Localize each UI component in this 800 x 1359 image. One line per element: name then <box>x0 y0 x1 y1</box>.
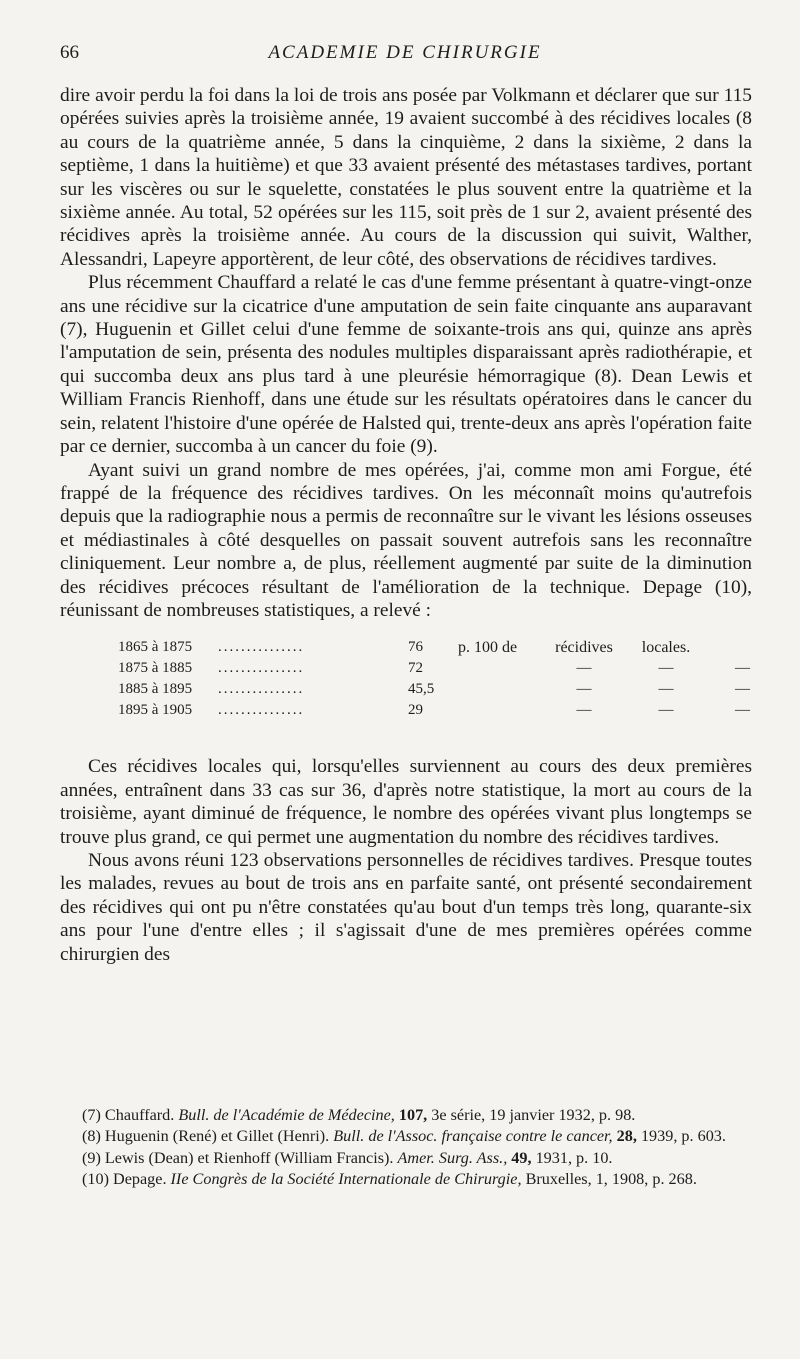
footnote-number: (8) <box>82 1127 101 1146</box>
paragraph: Nous avons réuni 123 observations personnelles de récidives tardives. Presque toutes les malades, revues au bout de trois ans en parfaite santé, ont présenté secondairement des récidives qui ont pu n'être constatées qu'au bout d'un temps très long, quarante-six ans pour l'une d'entre elles ; il s'agissait d'une de mes premières opérées comme chirurgien des <box>60 849 752 965</box>
ditto-mark: — <box>735 702 750 719</box>
paragraph: Ayant suivi un grand nombre de mes opérées, j'ai, comme mon ami Forgue, été frappé de la fréquence des récidives tardives. On les méconnaît moins qu'autrefois depuis que la radiographie nous a permis de reconnaître sur le vivant les lésions osseuses et médiastinales à côté desquelles on passait souvent autrefois sans les reconnaître cliniquement. Leur nombre a, de plus, réellement augmenté par suite de la diminution des récidives précoces résultant de l'amélioration de la technique. Depage (10), réunissant de nombreuses statistiques, a relevé : <box>60 459 752 621</box>
ditto-mark: — <box>658 702 674 719</box>
rate-unit <box>458 679 538 700</box>
recurrence-statistics-table <box>118 637 750 721</box>
table-row <box>118 700 750 721</box>
footnote-title: Amer. Surg. Ass., <box>397 1148 508 1167</box>
footnote-number: (10) <box>82 1169 109 1188</box>
rate-value: 29 <box>408 702 423 719</box>
table-row <box>118 679 750 700</box>
page-header <box>60 42 750 68</box>
period: 1875 à 1885 <box>118 660 193 677</box>
body-text <box>60 84 752 966</box>
footnote-details: Bruxelles, 1, 1908, p. 268. <box>525 1169 697 1188</box>
paragraph: Ces récidives locales qui, lorsqu'elles surviennent au cours des deux premières années, entraînent dans 33 cas sur 36, d'après notre statistique, la mort au cours de la troisième, ayant diminué de fréquence, le nombre des opérées vivant plus longtemps se trouve plus grand, ce qui permet une augmentation du nombre des récidives tardives. <box>60 756 752 848</box>
leader-dots: ............... <box>218 702 305 719</box>
footnotes <box>60 1105 752 1190</box>
footnote-author: Chauffard. <box>104 1106 175 1124</box>
footnote-details: 1931, p. 10. <box>535 1148 613 1167</box>
rate-value: 76 <box>408 639 423 656</box>
ditto-mark: — <box>658 681 674 698</box>
page-number: 66 <box>60 42 79 63</box>
period: 1895 à 1905 <box>118 702 193 719</box>
footnote-number: (9) <box>82 1148 101 1167</box>
ditto-mark: — <box>735 660 750 677</box>
ditto-mark: — <box>576 681 592 698</box>
ditto-mark: — <box>576 702 592 719</box>
table-row <box>118 658 750 679</box>
footnote-author: Depage. <box>113 1169 167 1188</box>
running-head: ACADEMIE DE CHIRURGIE <box>268 42 542 63</box>
leader-dots: ............... <box>218 639 305 656</box>
footnote-title: Bull. de l'Académie de Médecine, <box>178 1106 395 1124</box>
leader-dots: ............... <box>218 681 305 698</box>
ditto-mark: — <box>658 660 674 677</box>
column-locales: locales. <box>641 639 691 657</box>
rate-unit <box>458 658 538 679</box>
paragraph: Plus récemment Chauffard a relaté le cas d'une femme présentant à quatre-vingt-onze ans une récidive sur la cicatrice d'une amputation de sein faite cinquante ans auparavant (7), Huguenin et Gillet celui d'une femme de soixante-trois ans qui, quinze ans après l'amputation de sein, présenta des nodules multiples disparaissant après radiothérapie, et qui succomba deux ans plus tard à une pleurésie hémorragique (8). Dean Lewis et William Francis Rienhoff, dans une étude sur les résultats opératoires dans le cancer du sein, relatent l'histoire d'une opérée de Halsted qui, trente-deux ans après l'opération faite par ce dernier, succomba à un cancer du foie (9). <box>60 272 752 458</box>
column-recidives: récidives <box>555 639 613 657</box>
table-row <box>118 637 750 658</box>
footnote-details: 3e série, 19 janvier 1932, p. 98. <box>431 1106 636 1124</box>
footnote-author: Huguenin (René) et Gillet (Henri). <box>104 1127 330 1146</box>
paragraph: dire avoir perdu la foi dans la loi de trois ans posée par Volkmann et déclarer que sur 115 opérées suivies après la troisième année, 19 avaient succombé à des récidives locales (8 au cours de la quatrième année, 5 dans la cinquième, 2 dans la sixième, 2 dans la septième, 1 dans la huitième) et que 33 avaient présenté des métastases tardives, portant sur les viscères ou sur le squelette, constatées le plus souvent entre la quatrième et la sixième année. Au total, 52 opérées sur les 115, soit près de 1 sur 2, avaient présenté des récidives après la troisième année. Au cours de la discussion qui suivit, Walther, Alessandri, Lapeyre apportèrent, de leur côté, des observations de récidives tardives. <box>60 85 752 270</box>
footnote-volume: 107, <box>398 1106 428 1124</box>
footnote-title: IIe Congrès de la Société Internationale de Chirurgie, <box>170 1169 522 1188</box>
footnote-number: (7) <box>82 1106 101 1124</box>
footnote-author: Lewis (Dean) et Rienhoff (William Francis). <box>104 1148 394 1167</box>
rate-value: 72 <box>408 660 423 677</box>
ditto-mark: — <box>735 681 750 698</box>
footnote-volume: 28, <box>616 1127 637 1146</box>
footnote-9 <box>60 1148 752 1169</box>
footnote-10 <box>60 1169 752 1190</box>
footnote-volume: 49, <box>511 1148 532 1167</box>
column-extra <box>702 637 750 658</box>
footnote-8 <box>60 1126 752 1147</box>
period: 1865 à 1875 <box>118 639 193 656</box>
period: 1885 à 1895 <box>118 681 193 698</box>
rate-unit <box>458 700 538 721</box>
footnote-7 <box>60 1105 752 1126</box>
footnote-details: 1939, p. 603. <box>640 1127 726 1146</box>
rate-value: 45,5 <box>408 681 435 698</box>
rate-unit: p. 100 de <box>458 639 518 657</box>
leader-dots: ............... <box>218 660 305 677</box>
footnote-title: Bull. de l'Assoc. française contre le cancer, <box>333 1127 613 1146</box>
ditto-mark: — <box>576 660 592 677</box>
